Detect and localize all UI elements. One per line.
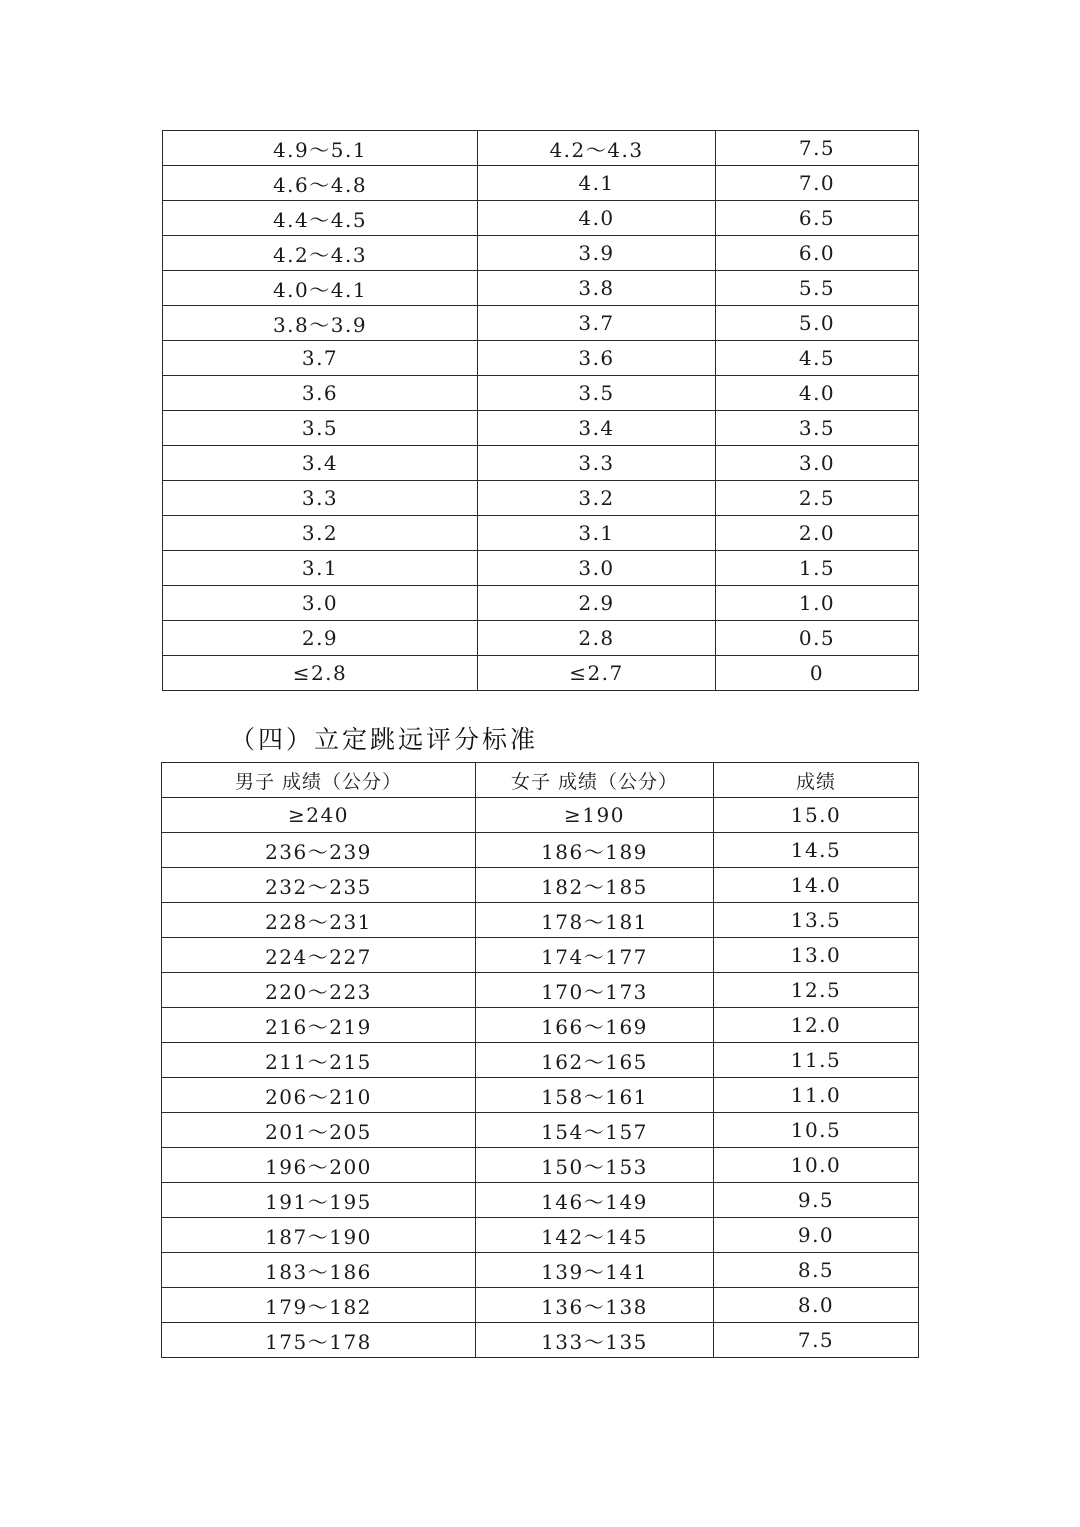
section-heading-standing-long-jump: （四）立定跳远评分标准 [230,725,539,754]
female-cell: 4.1 [478,166,716,201]
table-row [162,1008,919,1043]
points-cell: 7.0 [716,166,919,201]
female-cell: 150～153 [476,1148,714,1183]
points-cell: 9.0 [714,1218,919,1253]
female-cell: 166～169 [476,1008,714,1043]
male-cell: 3.7 [163,341,478,376]
female-cell: 3.6 [478,341,716,376]
female-cell: 3.3 [478,446,716,481]
male-cell: 179～182 [162,1288,476,1323]
points-cell: 11.0 [714,1078,919,1113]
female-cell: 4.0 [478,201,716,236]
points-cell: 15.0 [714,798,919,833]
female-cell: 146～149 [476,1183,714,1218]
table-row [162,1323,919,1358]
points-cell: 3.0 [716,446,919,481]
table-row [163,306,919,341]
male-cell: 3.2 [163,516,478,551]
points-cell: 1.0 [716,586,919,621]
table-row [163,656,919,691]
table-row [163,341,919,376]
female-cell: 3.4 [478,411,716,446]
table-row [163,586,919,621]
header-male-score: 男子 成绩（公分） [162,763,476,798]
points-cell: 1.5 [716,551,919,586]
table-row [163,481,919,516]
female-cell: 186～189 [476,833,714,868]
male-cell: 4.0～4.1 [163,271,478,306]
header-points: 成绩 [714,763,919,798]
female-cell: 3.0 [478,551,716,586]
male-cell: 216～219 [162,1008,476,1043]
points-cell: 0 [716,656,919,691]
table-row [162,1218,919,1253]
female-cell: 3.5 [478,376,716,411]
female-cell: 2.9 [478,586,716,621]
table-row [162,1113,919,1148]
female-cell: 3.1 [478,516,716,551]
points-cell: 5.5 [716,271,919,306]
table-row [163,376,919,411]
male-cell: ≤2.8 [163,656,478,691]
female-cell: 170～173 [476,973,714,1008]
male-cell: 3.4 [163,446,478,481]
male-cell: 4.9～5.1 [163,131,478,166]
score-table-continued-body [163,131,919,691]
male-cell: 191～195 [162,1183,476,1218]
points-cell: 11.5 [714,1043,919,1078]
points-cell: 4.0 [716,376,919,411]
table-row [162,903,919,938]
table-row [163,446,919,481]
points-cell: 8.5 [714,1253,919,1288]
female-cell: 139～141 [476,1253,714,1288]
table-row [163,411,919,446]
female-cell: 136～138 [476,1288,714,1323]
male-cell: 228～231 [162,903,476,938]
table-row [162,973,919,1008]
header-row [162,763,919,798]
male-cell: 4.6～4.8 [163,166,478,201]
male-cell: 2.9 [163,621,478,656]
table-row [163,131,919,166]
points-cell: 8.0 [714,1288,919,1323]
points-cell: 2.0 [716,516,919,551]
female-cell: ≤2.7 [478,656,716,691]
male-cell: 224～227 [162,938,476,973]
male-cell: 3.6 [163,376,478,411]
female-cell: 3.7 [478,306,716,341]
standing-long-jump-table [161,762,919,1358]
female-cell: 4.2～4.3 [478,131,716,166]
table-row [163,621,919,656]
male-cell: 183～186 [162,1253,476,1288]
male-cell: 201～205 [162,1113,476,1148]
table-row [163,516,919,551]
points-cell: 13.5 [714,903,919,938]
points-cell: 0.5 [716,621,919,656]
points-cell: 10.0 [714,1148,919,1183]
standing-long-jump-table-body [162,798,919,1358]
male-cell: 3.0 [163,586,478,621]
points-cell: 12.0 [714,1008,919,1043]
table-row [162,938,919,973]
female-cell: 3.8 [478,271,716,306]
table-row [162,798,919,833]
points-cell: 7.5 [714,1323,919,1358]
table-row [163,271,919,306]
table-row [162,1148,919,1183]
points-cell: 3.5 [716,411,919,446]
female-cell: 182～185 [476,868,714,903]
male-cell: 3.8～3.9 [163,306,478,341]
points-cell: 5.0 [716,306,919,341]
male-cell: 211～215 [162,1043,476,1078]
table-row [163,201,919,236]
female-cell: 142～145 [476,1218,714,1253]
table-row [162,1253,919,1288]
female-cell: 3.2 [478,481,716,516]
male-cell: 4.4～4.5 [163,201,478,236]
female-cell: 162～165 [476,1043,714,1078]
points-cell: 10.5 [714,1113,919,1148]
male-cell: 196～200 [162,1148,476,1183]
female-cell: 178～181 [476,903,714,938]
score-table-continued [162,130,919,691]
points-cell: 13.0 [714,938,919,973]
male-cell: 220～223 [162,973,476,1008]
female-cell: 133～135 [476,1323,714,1358]
table-row [162,1183,919,1218]
table-row [162,1078,919,1113]
table-row [162,1288,919,1323]
table-row [163,166,919,201]
points-cell: 7.5 [716,131,919,166]
standing-long-jump-table-header [162,763,919,798]
points-cell: 6.0 [716,236,919,271]
points-cell: 9.5 [714,1183,919,1218]
male-cell: 4.2～4.3 [163,236,478,271]
female-cell: 3.9 [478,236,716,271]
male-cell: 3.1 [163,551,478,586]
points-cell: 14.5 [714,833,919,868]
points-cell: 12.5 [714,973,919,1008]
female-cell: ≥190 [476,798,714,833]
male-cell: 187～190 [162,1218,476,1253]
male-cell: 206～210 [162,1078,476,1113]
table-row [163,551,919,586]
female-cell: 154～157 [476,1113,714,1148]
table-row [162,868,919,903]
header-female-score: 女子 成绩（公分） [476,763,714,798]
points-cell: 2.5 [716,481,919,516]
table-row [162,833,919,868]
points-cell: 4.5 [716,341,919,376]
points-cell: 6.5 [716,201,919,236]
male-cell: 236～239 [162,833,476,868]
male-cell: 3.3 [163,481,478,516]
male-cell: 175～178 [162,1323,476,1358]
female-cell: 174～177 [476,938,714,973]
points-cell: 14.0 [714,868,919,903]
table-row [163,236,919,271]
male-cell: 3.5 [163,411,478,446]
male-cell: 232～235 [162,868,476,903]
female-cell: 158～161 [476,1078,714,1113]
female-cell: 2.8 [478,621,716,656]
male-cell: ≥240 [162,798,476,833]
table-row [162,1043,919,1078]
